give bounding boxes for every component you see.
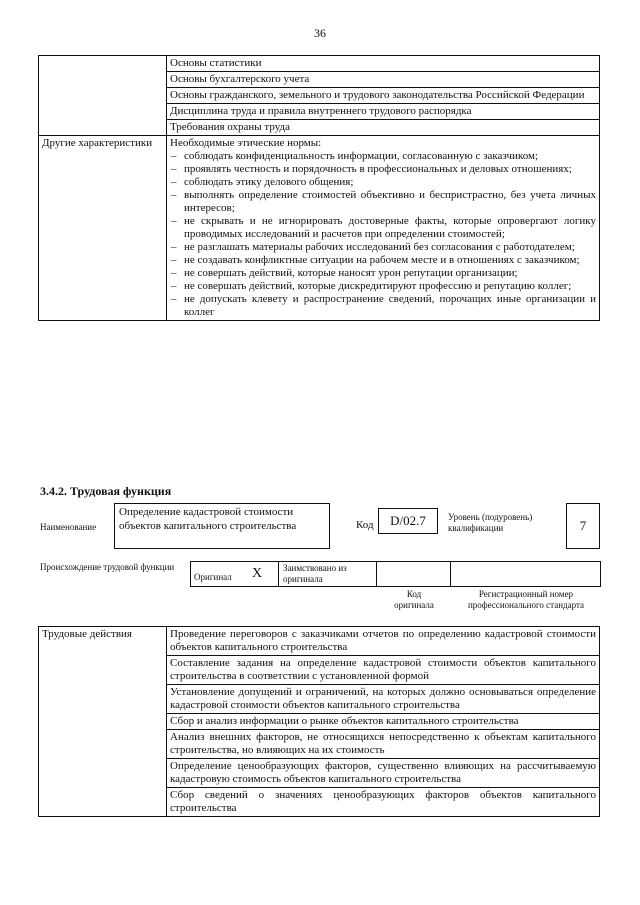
- name-label: Наименование: [40, 522, 97, 532]
- borrowed-label: Заимствовано из оригинала: [283, 563, 347, 584]
- knowledge-row: Основы статистики: [167, 56, 600, 72]
- origin-label: Происхождение трудовой функции: [40, 562, 175, 572]
- ethics-item: – выполнять определение стоимостей объективно и беспристрастно, без учета личных интересов;: [170, 189, 596, 215]
- knowledge-row: Дисциплина труда и правила внутреннего трудового распорядка: [167, 104, 600, 120]
- divider: [450, 561, 451, 587]
- labor-action-row: Анализ внешних факторов, не относящихся непосредственно к объектам капитального строительства, но влияющих на их стоимость: [167, 730, 600, 759]
- knowledge-row: Основы бухгалтерского учета: [167, 72, 600, 88]
- page-number: 36: [314, 26, 326, 40]
- other-characteristics-cell: [167, 136, 600, 321]
- ethics-item: – не совершать действий, которые дискредитируют профессию и репутацию коллег;: [170, 280, 596, 293]
- code-caption: Код оригинала: [394, 589, 434, 610]
- cont-label-cell: [39, 56, 167, 136]
- level-value: 7: [566, 503, 600, 549]
- function-name: Определение кадастровой стоимости объектов капитального строительства: [114, 503, 330, 549]
- labor-action-row: Составление задания на определение кадастровой стоимости объектов капитального строительства в соответствии с установленной формой: [167, 656, 600, 685]
- labor-action-row: Сбор и анализ информации о рынке объектов капитального строительства: [167, 714, 600, 730]
- code-label: Код: [356, 519, 374, 531]
- ethics-item: – не совершать действий, которые наносят урон репутации организации;: [170, 267, 596, 280]
- knowledge-row: Требования охраны труда: [167, 120, 600, 136]
- original-mark: X: [252, 566, 263, 581]
- original-label: Оригинал: [194, 572, 232, 582]
- ethics-item: – соблюдать конфиденциальность информации, согласованную с заказчиком;: [170, 150, 596, 163]
- code-value: D/02.7: [378, 508, 438, 534]
- labor-action-row: Сбор сведений о значениях ценообразующих факторов объектов капитального строительства: [167, 788, 600, 817]
- labor-action-row: Определение ценообразующих факторов, существенно влияющих на рассчитываемую кадастровую стоимость объектов капитального строительства: [167, 759, 600, 788]
- knowledge-row: Основы гражданского, земельного и трудового законодательства Российской Федерации: [167, 88, 600, 104]
- ethics-item: – не создавать конфликтные ситуации на рабочем месте и в отношениях с заказчиком;: [170, 254, 596, 267]
- labor-action-row: Проведение переговоров с заказчиками отчетов по определению кадастровой стоимости объектов капитального строительства: [167, 627, 600, 656]
- other-characteristics-label: Другие характеристики: [39, 136, 167, 321]
- ethics-item: – не допускать клевету и распространение сведений, порочащих иные организации и коллег: [170, 293, 596, 319]
- divider: [376, 561, 377, 587]
- ethics-item: – проявлять честность и порядочность в профессиональных и деловых отношениях;: [170, 163, 596, 176]
- divider: [190, 561, 191, 587]
- reg-caption: Регистрационный номер профессионального стандарта: [467, 589, 585, 610]
- ethics-item: – соблюдать этику делового общения;: [170, 176, 596, 189]
- section-title: 3.4.2. Трудовая функция: [40, 484, 172, 498]
- labor-action-row: Установление допущений и ограничений, на которых должно основываться определение кадастровой стоимости объектов капитального строительства: [167, 685, 600, 714]
- ethics-list: [170, 150, 596, 319]
- knowledge-table: [38, 55, 600, 321]
- ethics-intro: Необходимые этические нормы:: [170, 137, 322, 149]
- ethics-item: – не разглашать материалы рабочих исследований без согласования с работодателем;: [170, 241, 596, 254]
- labor-actions-label: Трудовые действия: [39, 627, 167, 817]
- ethics-item: – не скрывать и не игнорировать достоверные факты, которые опровергают логику проводимых исследований и расчетов при определении стоимостей;: [170, 215, 596, 241]
- divider: [278, 561, 279, 587]
- labor-actions-table: [38, 626, 600, 817]
- level-label: Уровень (подуровень) квалификации: [448, 512, 533, 533]
